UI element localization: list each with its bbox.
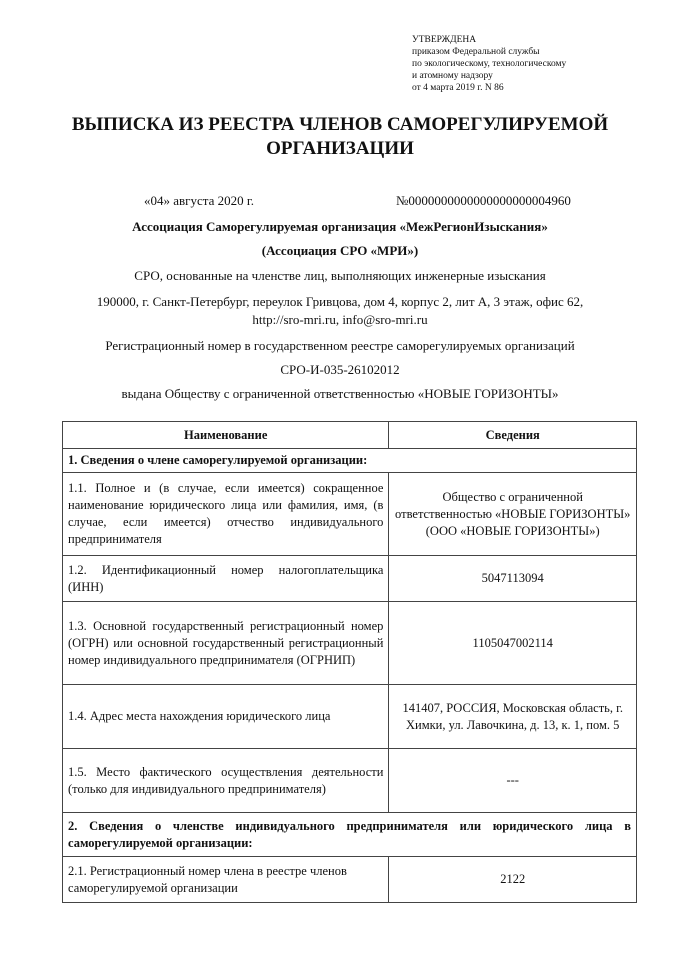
section-row bbox=[63, 813, 637, 857]
registration-info bbox=[40, 337, 640, 379]
org-name-short: (Ассоциация СРО «МРИ») bbox=[261, 243, 419, 258]
approval-line: от 4 марта 2019 г. N 86 bbox=[412, 83, 504, 93]
document-date: «04» августа 2020 г. bbox=[144, 193, 254, 208]
issued-to: выдана Обществу с ограниченной ответственностью «НОВЫЕ ГОРИЗОНТЫ» bbox=[121, 386, 559, 401]
approval-note bbox=[412, 34, 662, 94]
row-name: 1.2. Идентификационный номер налогоплательщика (ИНН) bbox=[63, 556, 389, 602]
section-title: 2. Сведения о членстве индивидуального предпринимателя или юридического лица в саморегулируемой организации: bbox=[63, 813, 637, 857]
row-name: 1.3. Основной государственный регистрационный номер (ОГРН) или основной государственный регистрационный номер индивидуального предпринимателя (ОГРНИП) bbox=[63, 602, 389, 685]
table-row bbox=[63, 473, 637, 556]
row-value: 5047113094 bbox=[389, 556, 637, 602]
address-line: 190000, г. Санкт-Петербург, переулок Гривцова, дом 4, корпус 2, лит А, 3 этаж, офис 62, bbox=[96, 294, 584, 309]
organization-type: СРО, основанные на членстве лиц, выполняющих инженерные изыскания bbox=[134, 268, 546, 283]
row-value: Общество с ограниченной ответственностью «НОВЫЕ ГОРИЗОНТЫ» (ООО «НОВЫЕ ГОРИЗОНТЫ») bbox=[389, 473, 637, 556]
table-row bbox=[63, 749, 637, 813]
registration-label: Регистрационный номер в государственном реестре саморегулируемых организаций bbox=[105, 338, 575, 353]
approval-line: и атомному надзору bbox=[412, 71, 493, 81]
section-title: 1. Сведения о члене саморегулируемой организации: bbox=[63, 449, 637, 473]
header-name: Наименование bbox=[63, 422, 389, 449]
title-line: ВЫПИСКА ИЗ РЕЕСТРА ЧЛЕНОВ САМОРЕГУЛИРУЕМОЙ bbox=[71, 114, 609, 135]
row-value: 1105047002114 bbox=[389, 602, 637, 685]
section-row bbox=[63, 449, 637, 473]
row-name: 1.1. Полное и (в случае, если имеется) сокращенное наименование юридического лица или фамилия, имя, (в случае, если имеется) отчество индивидуального предпринимателя bbox=[63, 473, 389, 556]
approval-line: УТВЕРЖДЕНА bbox=[412, 35, 477, 45]
approval-line: по экологическому, технологическому bbox=[412, 59, 567, 69]
org-name-line: Ассоциация Саморегулируемая организация «МежРегионИзыскания» bbox=[132, 219, 548, 234]
row-name: 1.5. Место фактического осуществления деятельности (только для индивидуального предпринимателя) bbox=[63, 749, 389, 813]
row-name: 1.4. Адрес места нахождения юридического лица bbox=[63, 685, 389, 749]
registration-number: СРО-И-035-26102012 bbox=[280, 362, 400, 377]
row-value: --- bbox=[389, 749, 637, 813]
table-row bbox=[63, 602, 637, 685]
table-row bbox=[63, 685, 637, 749]
address-contacts: http://sro-mri.ru, info@sro-mri.ru bbox=[252, 312, 428, 327]
table-row bbox=[63, 556, 637, 602]
organization-name bbox=[40, 218, 640, 260]
header-value: Сведения bbox=[389, 422, 637, 449]
document-title bbox=[40, 113, 640, 161]
approval-line: приказом Федеральной службы bbox=[412, 47, 540, 57]
member-info-table bbox=[62, 421, 637, 903]
table-row bbox=[63, 857, 637, 903]
row-value: 2122 bbox=[389, 857, 637, 903]
organization-address bbox=[40, 293, 640, 329]
row-name: 2.1. Регистрационный номер члена в реестре членов саморегулируемой организации bbox=[63, 857, 389, 903]
row-value: 141407, РОССИЯ, Московская область, г. Химки, ул. Лавочкина, д. 13, к. 1, пом. 5 bbox=[389, 685, 637, 749]
title-line: ОРГАНИЗАЦИИ bbox=[266, 138, 414, 159]
table-header-row bbox=[63, 422, 637, 449]
document-number: №0000000000000000000004960 bbox=[396, 193, 571, 208]
